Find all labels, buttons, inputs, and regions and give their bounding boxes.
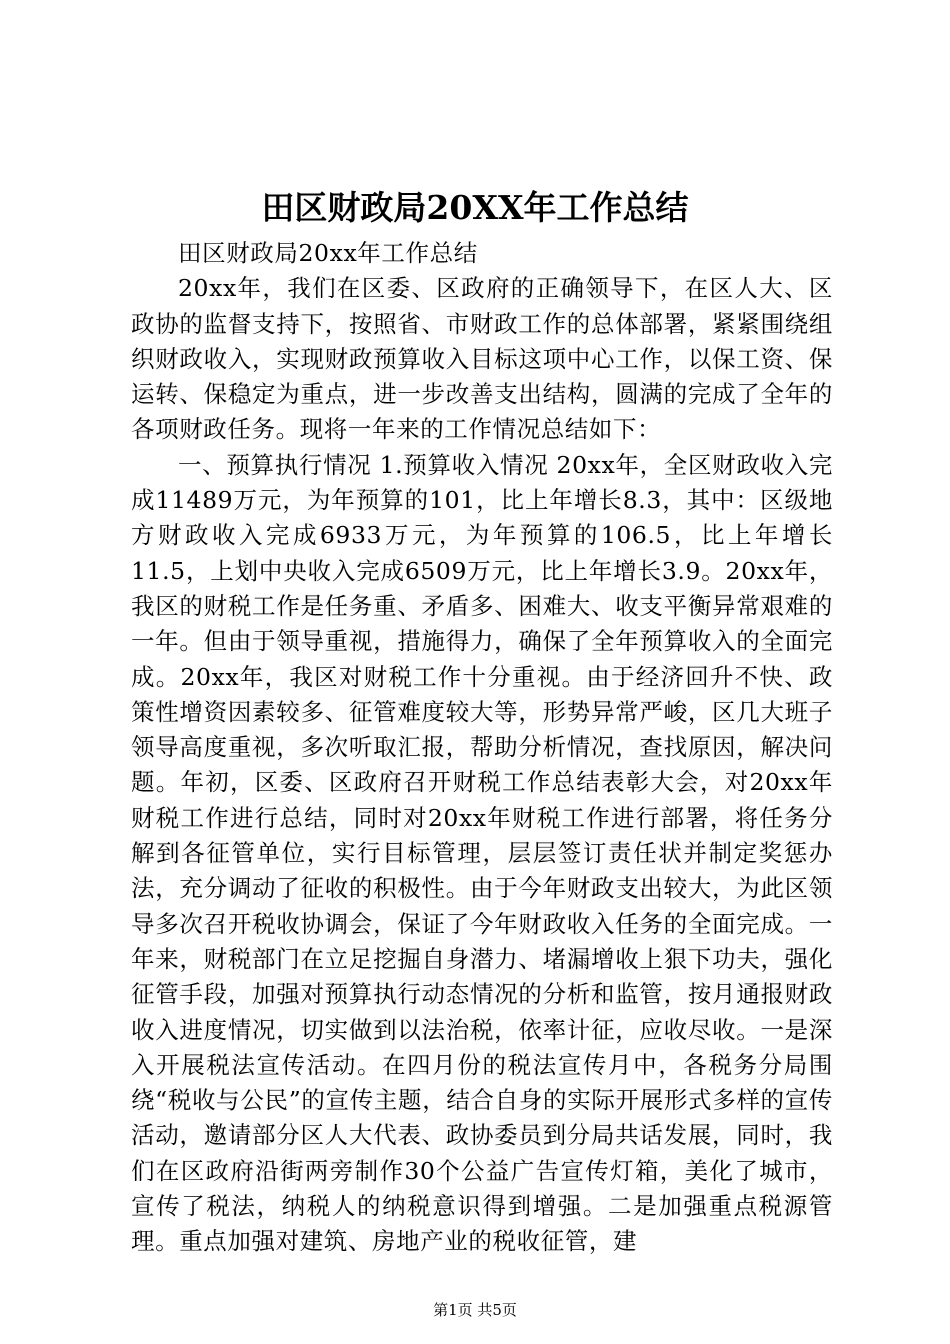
document-subtitle: 田区财政局20xx年工作总结 [178, 239, 478, 267]
document-title: 田区财政局20XX年工作总结 [261, 188, 689, 227]
paragraph-intro: 20xx年，我们在区委、区政府的正确领导下，在区人大、区政协的监督支持下，按照省、市财政工作的总体部署，紧紧围绕组织财政收入，实现财政预算收入目标这项中心工作，以保工资、保运转、保稳定为重点，进一步改善支出结构，圆满的完成了全年的各项财政任务。现将一年来的工作情况总结如下： [131, 274, 833, 444]
document-body [131, 236, 833, 1260]
page-number-footer: 第1页 共5页 [433, 1301, 517, 1319]
paragraph-budget-execution: 一、预算执行情况 1.预算收入情况 20xx年，全区财政收入完成11489万元，为年预算的101，比上年增长8.3，其中：区级地方财政收入完成6933万元，为年预算的106.5，比上年增长11.5，上划中央收入完成6509万元，比上年增长3.9。20xx年，我区的财税工作是任务重、矛盾多、困难大、收支平衡异常艰难的一年。但由于领导重视，措施得力，确保了全年预算收入的全面完成。20xx年，我区对财税工作十分重视。由于经济回升不快、政策性增资因素较多、征管难度较大等，形势异常严峻，区几大班子领导高度重视，多次听取汇报，帮助分析情况，查找原因，解决问题。年初，区委、区政府召开财税工作总结表彰大会，对20xx年财税工作进行总结，同时对20xx年财税工作进行部署，将任务分解到各征管单位，实行目标管理，层层签订责任状并制定奖惩办法，充分调动了征收的积极性。由于今年财政支出较大，为此区领导多次召开税收协调会，保证了今年财政收入任务的全面完成。一年来，财税部门在立足挖掘自身潜力、堵漏增收上狠下功夫，强化征管手段，加强对预算执行动态情况的分析和监管，按月通报财政收入进度情况，切实做到以法治税，依率计征，应收尽收。一是深入开展税法宣传活动。在四月份的税法宣传月中，各税务分局围绕“税收与公民”的宣传主题，结合自身的实际开展形式多样的宣传活动，邀请部分区人大代表、政协委员到分局共话发展，同时，我们在区政府沿街两旁制作30个公益广告宣传灯箱，美化了城市，宣传了税法，纳税人的纳税意识得到增强。二是加强重点税源管理。重点加强对建筑、房地产业的税收征管，建 [131, 450, 833, 1256]
